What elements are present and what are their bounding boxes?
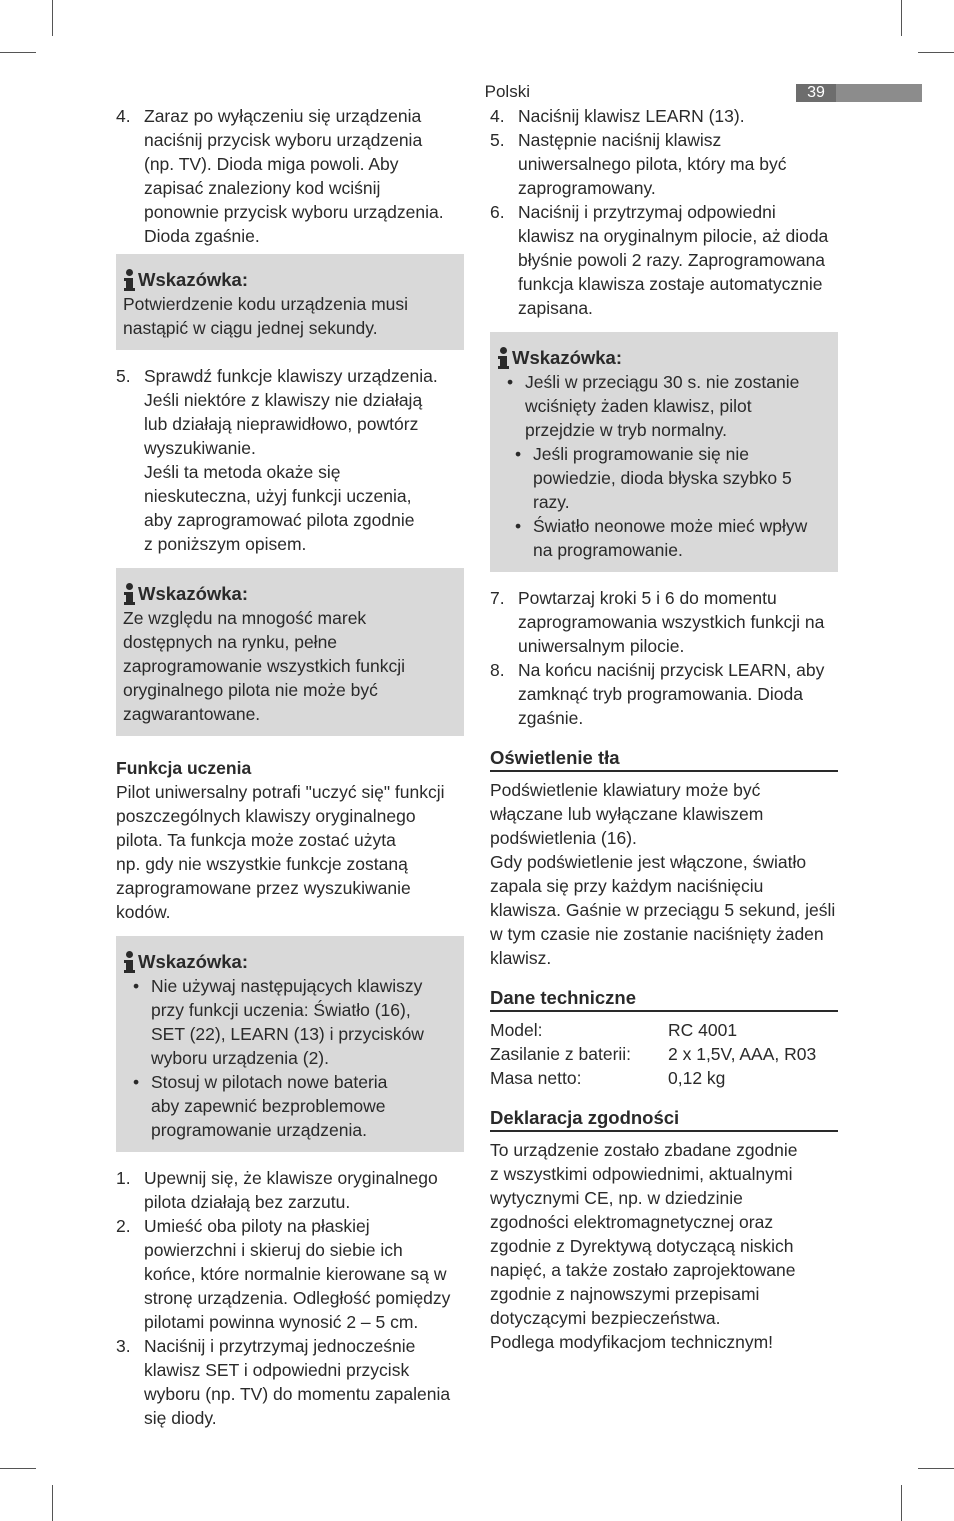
- step-list: [116, 104, 464, 248]
- bullet-text: Jeśli programowanie się nie powiedzie, dioda błyska szybko 5 razy.: [533, 444, 792, 512]
- step-text: Następnie naciśnij klawisz uniwersalnego pilota, który ma być zaprogramowany.: [518, 130, 787, 198]
- list-item: [116, 104, 464, 248]
- list-item: [490, 104, 838, 128]
- list-item: [497, 370, 831, 442]
- crop-mark: [901, 0, 902, 36]
- section-subheading: Funkcja uczenia: [116, 758, 252, 778]
- page-number: 39: [796, 84, 836, 102]
- bullet-text: Jeśli w przeciągu 30 s. nie zostanie wciśnięty żaden klawisz, pilot przejdzie w tryb normalny.: [525, 372, 800, 440]
- bullet-text: Nie używaj następujących klawiszy przy funkcji uczenia: Światło (16), SET (22), LEARN (13) i przycisków wyboru urządzenia (2).: [151, 976, 424, 1068]
- paragraph: To urządzenie zostało zbadane zgodnie z wszystkimi odpowiednimi, aktualnymi wytycznymi CE, np. w dziedzinie zgodności elektromagnetycznej oraz zgodnie z Dyrektywą dotyczącą niskich napięć, a także zostało zaprojektowane zgodnie z najnowszymi przepisami dotyczącymi bezpieczeństwa. Podlega modyfikacjom technicznym!: [490, 1140, 798, 1352]
- list-item: [490, 128, 838, 200]
- list-item: [497, 514, 831, 562]
- crop-mark: [0, 1468, 36, 1469]
- step-number: 2.: [116, 1216, 131, 1236]
- note-box: [116, 254, 464, 350]
- bullet-icon: •: [133, 976, 140, 996]
- paragraph: Pilot uniwersalny potrafi "uczyć się" funkcji poszczególnych klawiszy oryginalnego pilota. Ta funkcja może zostać użyta np. gdy nie wszystkie funkcje zostaną zaprogramowane przez wyszukiwanie kodów.: [116, 782, 445, 922]
- step-number: 1.: [116, 1168, 131, 1188]
- step-number: 7.: [490, 588, 505, 608]
- bullet-list: [123, 974, 457, 1142]
- section-heading-backlight: Oświetlenie tła: [490, 746, 838, 772]
- step-number: 5.: [490, 130, 505, 150]
- left-column: [116, 104, 464, 1430]
- section-heading-tech-data: Dane techniczne: [490, 986, 838, 1012]
- bullet-icon: •: [515, 444, 522, 464]
- step-number: 3.: [116, 1336, 131, 1356]
- table-row: [490, 1066, 816, 1090]
- spec-label: Masa netto:: [490, 1068, 582, 1088]
- step-list: [490, 586, 838, 730]
- step-number: 8.: [490, 660, 505, 680]
- paragraph: Podświetlenie klawiatury może być włączane lub wyłączane klawiszem podświetlenia (16). Gdy podświetlenie jest włączone, światło zapala się przy każdym naciśnięciu klawisza. Gaśnie w przeciągu 5 sekund, jeśli w tym czasie nie zostanie naciśnięty żaden klawisz.: [490, 780, 836, 968]
- step-text: Powtarzaj kroki 5 i 6 do momentu zaprogramowania wszystkich funkcji na uniwersalnym pilocie.: [518, 588, 825, 656]
- info-icon: [497, 347, 509, 369]
- info-icon: [123, 269, 135, 291]
- note-title: [123, 582, 457, 606]
- crop-mark: [901, 1485, 902, 1521]
- spec-label: Zasilanie z baterii:: [490, 1044, 632, 1064]
- bullet-icon: •: [515, 516, 522, 536]
- list-item: [497, 442, 831, 514]
- note-title-text: Wskazówka:: [138, 583, 249, 604]
- crop-mark: [52, 1485, 53, 1521]
- list-item: [123, 974, 457, 1070]
- spec-label: Model:: [490, 1020, 543, 1040]
- note-title-text: Wskazówka:: [138, 269, 249, 290]
- step-text: Sprawdź funkcje klawiszy urządzenia. Jeśli niektóre z klawiszy nie działają lub działają nieprawidłowo, powtórz wyszukiwanie. Jeśli ta metoda okaże się nieskuteczna, użyj funkcji uczenia, aby zaprogramować pilota zgodnie z poniższym opisem.: [144, 366, 438, 554]
- step-number: 6.: [490, 202, 505, 222]
- step-text: Naciśnij i przytrzymaj jednocześnie klawisz SET i odpowiedni przycisk wyboru (np. TV) do momentu zapalenia się diody.: [144, 1336, 451, 1428]
- note-box: [116, 936, 464, 1152]
- crop-mark: [0, 52, 36, 53]
- crop-mark: [52, 0, 53, 36]
- list-item: [116, 1334, 464, 1430]
- step-text: Upewnij się, że klawisze oryginalnego pilota działają bez zarzutu.: [144, 1168, 438, 1212]
- table-row: [490, 1042, 816, 1066]
- step-list: [116, 1166, 464, 1430]
- spec-value: 2 x 1,5V, AAA, R03: [668, 1044, 817, 1064]
- note-text: Ze względu na mnogość marek dostępnych na rynku, pełne zaprogramowanie wszystkich funkcji oryginalnego pilota nie może być zagwarantowane.: [123, 608, 406, 724]
- note-title-text: Wskazówka:: [138, 951, 249, 972]
- crop-mark: [918, 1468, 954, 1469]
- step-text: Umieść oba piloty na płaskiej powierzchni i skieruj do siebie ich końce, które normalnie kierowane są w stronę urządzenia. Odległość pomiędzy pilotami powinna wynosić 2 – 5 cm.: [144, 1216, 451, 1332]
- list-item: [116, 364, 464, 556]
- list-item: [490, 586, 838, 658]
- step-number: 4.: [490, 106, 505, 126]
- bullet-icon: •: [507, 372, 514, 392]
- note-title-text: Wskazówka:: [512, 347, 623, 368]
- header-bar: [836, 84, 922, 102]
- bullet-list: [497, 370, 831, 562]
- note-text: Potwierdzenie kodu urządzenia musi nastąpić w ciągu jednej sekundy.: [123, 294, 409, 338]
- spec-value: 0,12 kg: [668, 1068, 726, 1088]
- step-list: [116, 364, 464, 556]
- list-item: [123, 1070, 457, 1142]
- list-item: [490, 658, 838, 730]
- step-list: [490, 104, 838, 320]
- list-item: [116, 1214, 464, 1334]
- section-heading-conformity: Deklaracja zgodności: [490, 1106, 838, 1132]
- step-text: Naciśnij klawisz LEARN (13).: [518, 106, 745, 126]
- right-column: [490, 104, 838, 1354]
- bullet-text: Stosuj w pilotach nowe bateria aby zapewnić bezproblemowe programowanie urządzenia.: [151, 1072, 388, 1140]
- crop-mark: [918, 52, 954, 53]
- bullet-icon: •: [133, 1072, 140, 1092]
- list-item: [490, 200, 838, 320]
- language-label: Polski: [484, 82, 530, 101]
- info-icon: [123, 583, 135, 605]
- note-title: [123, 950, 457, 974]
- spec-table: [490, 1018, 816, 1090]
- note-box: [490, 332, 838, 572]
- bullet-text: Światło neonowe może mieć wpływ na programowanie.: [533, 516, 808, 560]
- step-number: 4.: [116, 106, 131, 126]
- note-title: [123, 268, 457, 292]
- step-text: Na końcu naciśnij przycisk LEARN, aby zamknąć tryb programowania. Dioda zgaśnie.: [518, 660, 825, 728]
- info-icon: [123, 951, 135, 973]
- table-row: [490, 1018, 816, 1042]
- step-number: 5.: [116, 366, 131, 386]
- note-title: [497, 346, 831, 370]
- note-box: [116, 568, 464, 736]
- spec-value: RC 4001: [668, 1020, 738, 1040]
- step-text: Zaraz po wyłączeniu się urządzenia naciśnij przycisk wyboru urządzenia (np. TV). Dioda miga powoli. Aby zapisać znaleziony kod wciśnij ponownie przycisk wyboru urządzenia. Dioda zgaśnie.: [144, 106, 444, 246]
- step-text: Naciśnij i przytrzymaj odpowiedni klawisz na oryginalnym pilocie, aż dioda błyśnie powoli 2 razy. Zaprogramowana funkcja klawisza zostaje automatycznie zapisana.: [518, 202, 829, 318]
- list-item: [116, 1166, 464, 1214]
